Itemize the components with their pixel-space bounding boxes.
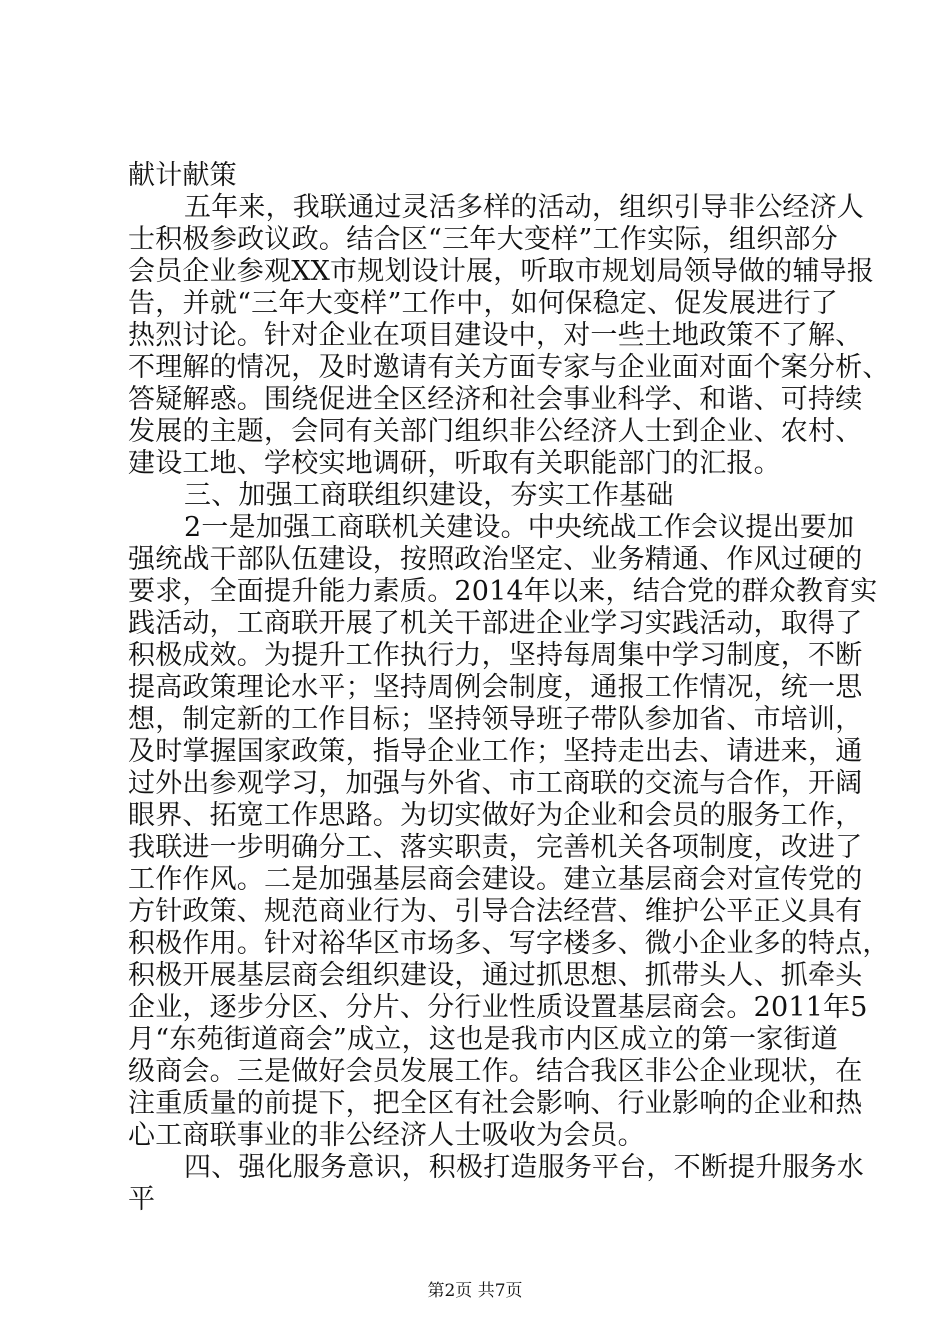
text-line: 过外出参观学习，加强与外省、市工商联的交流与合作，开阔 xyxy=(128,768,863,799)
text-line: 建设工地、学校实地调研，听取有关职能部门的汇报。 xyxy=(128,448,781,479)
text-line: 答疑解惑。围绕促进全区经济和社会事业科学、和谐、可持续 xyxy=(128,384,863,415)
text-line: 注重质量的前提下，把全区有社会影响、行业影响的企业和热 xyxy=(128,1088,863,1119)
paragraph-line: 2一是加强工商联机关建设。中央统战工作会议提出要加 xyxy=(184,512,855,543)
section-heading: 四、强化服务意识，积极打造服务平台，不断提升服务水 xyxy=(184,1152,864,1183)
text-line: 强统战干部队伍建设，按照政治坚定、业务精通、作风过硬的 xyxy=(128,544,863,575)
paragraph-line: 五年来，我联通过灵活多样的活动，组织引导非公经济人 xyxy=(184,192,864,223)
text-line: 积极作用。针对裕华区市场多、写字楼多、微小企业多的特点， xyxy=(128,928,890,959)
text-line: 要求，全面提升能力素质。2014年以来，结合党的群众教育实 xyxy=(128,576,878,607)
text-line: 工作作风。二是加强基层商会建设。建立基层商会对宣传党的 xyxy=(128,864,863,895)
text-line: 及时掌握国家政策，指导企业工作；坚持走出去、请进来，通 xyxy=(128,736,863,767)
text-line: 级商会。三是做好会员发展工作。结合我区非公企业现状，在 xyxy=(128,1056,863,1087)
text-line: 士积极参政议政。结合区“三年大变样”工作实际，组织部分 xyxy=(128,224,838,255)
text-line: 企业，逐步分区、分片、分行业性质设置基层商会。2011年5 xyxy=(128,992,868,1023)
text-line: 践活动，工商联开展了机关干部进企业学习实践活动，取得了 xyxy=(128,608,863,639)
text-line: 不理解的情况，及时邀请有关方面专家与企业面对面个案分析、 xyxy=(128,352,890,383)
text-line: 积极开展基层商会组织建设，通过抓思想、抓带头人、抓牵头 xyxy=(128,960,863,991)
text-line: 平 xyxy=(128,1184,156,1215)
text-line: 积极成效。为提升工作执行力，坚持每周集中学习制度，不断 xyxy=(128,640,863,671)
text-line: 热烈讨论。针对企业在项目建设中，对一些土地政策不了解、 xyxy=(128,320,863,351)
text-line: 提高政策理论水平；坚持周例会制度，通报工作情况，统一思 xyxy=(128,672,863,703)
text-line: 心工商联事业的非公经济人士吸收为会员。 xyxy=(128,1120,645,1151)
text-line: 月“东苑街道商会”成立，这也是我市内区成立的第一家街道 xyxy=(128,1024,838,1055)
page-number-footer: 第2页 共7页 xyxy=(427,1281,523,1301)
text-line: 想，制定新的工作目标；坚持领导班子带队参加省、市培训， xyxy=(128,704,863,735)
text-line: 告，并就“三年大变样”工作中，如何保稳定、促发展进行了 xyxy=(128,288,838,319)
text-line: 眼界、拓宽工作思路。为切实做好为企业和会员的服务工作， xyxy=(128,800,863,831)
text-line: 发展的主题，会同有关部门组织非公经济人士到企业、农村、 xyxy=(128,416,863,447)
section-heading: 三、加强工商联组织建设，夯实工作基础 xyxy=(184,480,674,511)
text-line: 方针政策、规范商业行为、引导合法经营、维护公平正义具有 xyxy=(128,896,863,927)
text-line: 会员企业参观XX市规划设计展，听取市规划局领导做的辅导报 xyxy=(128,256,875,287)
text-line: 献计献策 xyxy=(128,160,237,191)
text-line: 我联进一步明确分工、落实职责，完善机关各项制度，改进了 xyxy=(128,832,863,863)
